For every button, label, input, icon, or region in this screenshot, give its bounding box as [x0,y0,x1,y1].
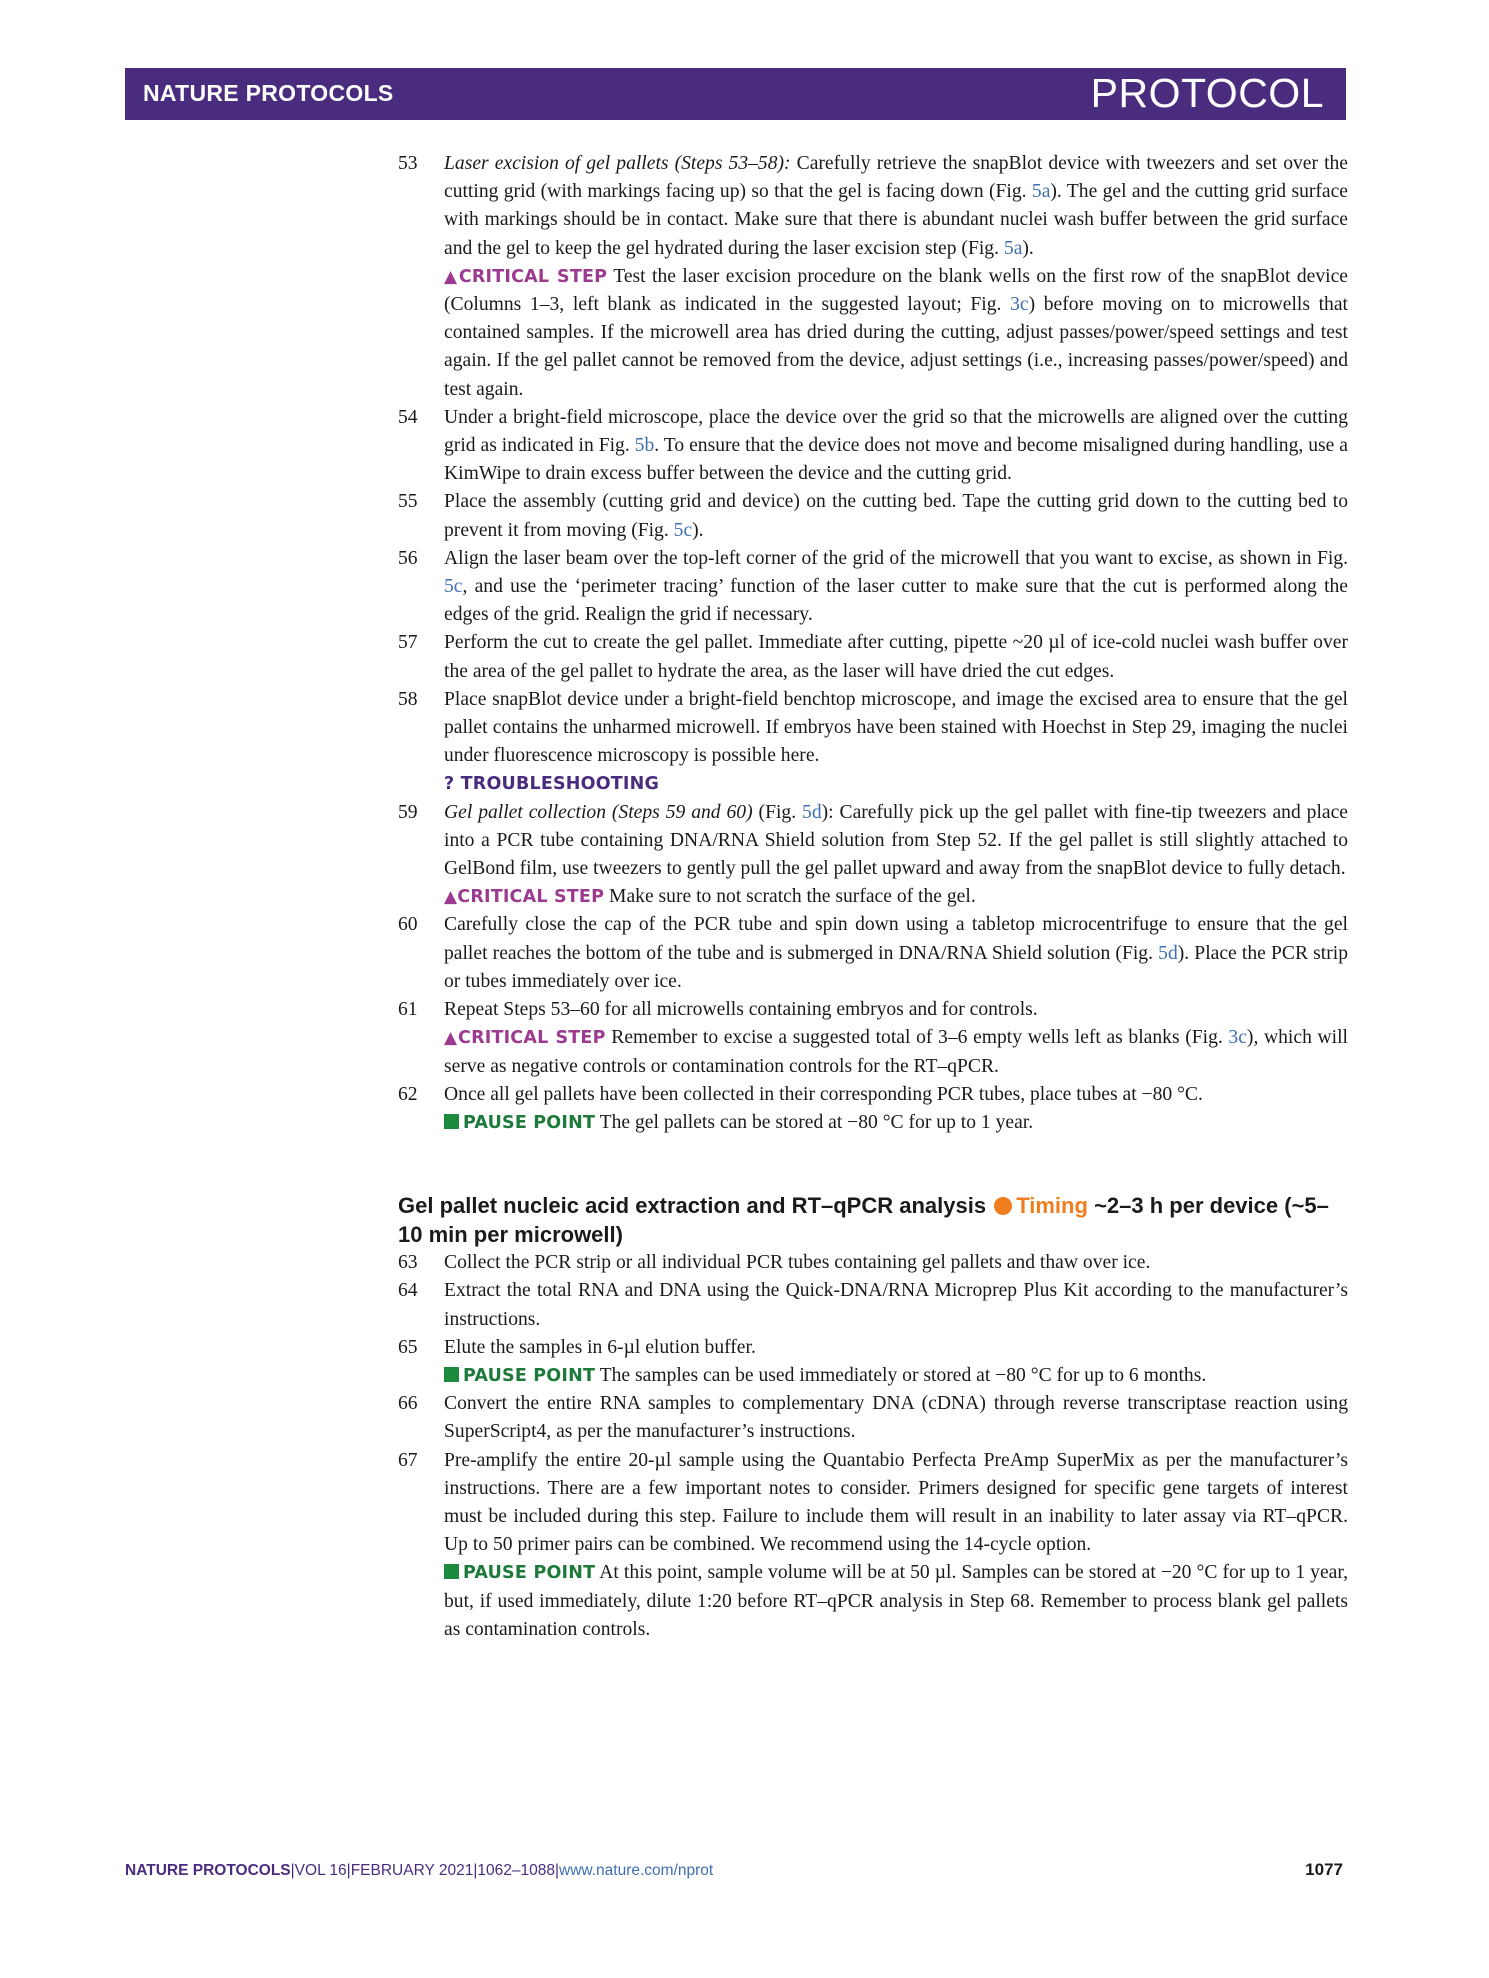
figure-link[interactable]: 5b [634,435,655,457]
figure-link[interactable]: 5c [673,519,693,541]
footer-date: FEBRUARY 2021 [350,1862,474,1879]
pause-point-note: PAUSE POINT The samples can be used immediately or stored at −80 °C for up to 6 months. [398,1362,1348,1390]
step-number: 65 [398,1336,418,1358]
timing-value: ~2–3 h per device (~5–10 min per microwell) [398,1193,1329,1248]
footer-volume: VOL 16 [294,1862,347,1879]
step-number: 62 [398,1083,418,1105]
step-64: 64 Extract the total RNA and DNA using the Quick-DNA/RNA Microprep Plus Kit according to the manufacturer’s instructions. [398,1277,1348,1333]
step-number: 55 [398,491,418,513]
warning-triangle-icon: ▲ [444,266,459,287]
critical-step-label: ▲CRITICAL STEP [444,887,605,908]
step-59: 59 Gel pallet collection (Steps 59 and 60) (Fig. 5d): Carefully pick up the gel pallet with fine-tip tweezers and place into a PCR tube containing DNA/RNA Shield solution from Step 52. If the gel pallet is still slightly attached to GelBond film, use tweezers to gently pull the gel pallet upward and away from the snapBlot device to fully detach. [398,799,1348,884]
pause-point-label: PAUSE POINT [444,1366,595,1386]
step-number: 64 [398,1280,418,1302]
timing-label: Timing [1016,1193,1088,1219]
pause-point-label: PAUSE POINT [444,1113,595,1133]
critical-step-note: ▲CRITICAL STEP Make sure to not scratch the surface of the gel. [444,886,976,908]
step-number: 53 [398,153,418,174]
step-61: 61 Repeat Steps 53–60 for all microwells containing embryos and for controls. [398,996,1348,1024]
pause-square-icon [444,1367,459,1382]
step-60: 60 Carefully close the cap of the PCR tube and spin down using a tabletop microcentrifuge to ensure that the gel pallet reaches the bottom of the tube and is submerged in DNA/RNA Shield solution (Fig. 5d). Place the PCR strip or tubes immediately over ice. [398,911,1348,996]
step-57: 57 Perform the cut to create the gel pallet. Immediate after cutting, pipette ~20 µl of ice-cold nuclei wash buffer over the area of the gel pallet to hydrate the area, as the laser will have dried the cut edges. [398,629,1348,685]
figure-link[interactable]: 5c [444,576,463,598]
section-heading: Gel pallet nucleic acid extraction and RT–qPCR analysis Timing ~2–3 h per device (~5–10 min per microwell) [398,1193,1329,1248]
step-number: 67 [398,1449,418,1471]
step-number: 61 [398,999,418,1021]
step-54: 54 Under a bright-field microscope, place the device over the grid so that the microwells are aligned over the cutting grid as indicated in Fig. 5b. To ensure that the device does not move and become misaligned during handling, use a KimWipe to drain excess buffer between the device and the cutting grid. [398,404,1348,489]
troubleshooting-note [398,770,1348,798]
warning-triangle-icon: ▲ [444,1028,459,1049]
pause-square-icon [444,1564,459,1579]
step-number: 60 [398,914,418,936]
journal-title: NATURE PROTOCOLS [143,80,394,106]
main-content [398,150,1348,1644]
warning-triangle-icon: ▲ [444,887,458,908]
pause-point-label: PAUSE POINT [444,1563,595,1583]
step-56: 56 Align the laser beam over the top-left corner of the grid of the microwell that you want to excise, as shown in Fig. 5c, and use the ‘perimeter tracing’ function of the laser cutter to make sure that the cut is performed along the edges of the grid. Realign the grid if necessary. [398,545,1348,630]
step-number: 54 [398,406,418,428]
critical-step-note: ▲CRITICAL STEP Test the laser excision procedure on the blank wells on the first row of the snapBlot device (Columns 1–3, left blank as indicated in the suggested layout; Fig. 3c) before moving on to microwells that contained samples. If the microwell area has dried during the cutting, adjust passes/power/speed settings and test again. If the gel pallet cannot be removed from the device, adjust settings (i.e., increasing passes/power/speed) and test again. [444,265,1348,400]
figure-link[interactable]: 3c [1228,1027,1247,1049]
page-number: 1077 [1305,1860,1343,1879]
troubleshooting-link[interactable]: ? TROUBLESHOOTING [444,774,660,795]
step-heading: Laser excision of gel pallets (Steps 53–58): [444,153,791,174]
article-type: PROTOCOL [1090,70,1324,116]
step-55: 55 Place the assembly (cutting grid and device) on the cutting bed. Tape the cutting grid down to the cutting bed to prevent it from moving (Fig. 5c). [398,488,1348,544]
step-number: 59 [398,801,418,823]
step-63: 63 Collect the PCR strip or all individual PCR tubes containing gel pallets and thaw over ice. [398,1249,1348,1277]
footer-journal: NATURE PROTOCOLS [125,1862,291,1879]
step-58: 58 Place snapBlot device under a bright-field benchtop microscope, and image the excised area to ensure that the gel pallet contains the unharmed microwell. If embryos have been stained with Hoechst in Step 29, imaging the nuclei under fluorescence microscopy is possible here. [398,686,1348,771]
step-number: 63 [398,1252,418,1274]
pause-point-note: PAUSE POINT At this point, sample volume will be at 50 µl. Samples can be stored at −20 °C for up to 1 year, but, if used immediately, dilute 1:20 before RT–qPCR analysis in Step 68. Remember to process blank gel pallets as contamination controls. [444,1562,1348,1640]
step-66: 66 Convert the entire RNA samples to complementary DNA (cDNA) through reverse transcriptase reaction using SuperScript4, as per the manufacturer’s instructions. [398,1390,1348,1446]
step-67: 67 Pre-amplify the entire 20-µl sample using the Quantabio Perfecta PreAmp SuperMix as per the manufacturer’s instructions. There are a few important notes to consider. Primers designed for specific gene targets of interest must be included during this step. Failure to include them will result in an inability to later assay via RT–qPCR. Up to 50 primer pairs can be combined. We recommend using the 14-cycle option. [398,1447,1348,1560]
footer-pages: 1062–1088 [477,1862,555,1879]
figure-link[interactable]: 5d [1158,942,1178,964]
step-number: 58 [398,688,418,710]
step-53: 53 Laser excision of gel pallets (Steps 53–58): Carefully retrieve the snapBlot device with tweezers and set over the cutting grid (with markings facing up) so that the gel is facing down (Fig. 5a). The gel and the cutting grid surface with markings should be in contact. Make sure that there is abundant nuclei wash buffer between the grid surface and the gel to keep the gel hydrated during the laser excision step (Fig. 5a). [398,150,1348,263]
step-number: 56 [398,547,418,569]
step-number: 66 [398,1393,418,1415]
pause-square-icon [444,1114,459,1129]
figure-link[interactable]: 5a [1003,237,1023,259]
timing-dot-icon [994,1197,1012,1215]
step-heading: Gel pallet collection (Steps 59 and 60) [444,801,753,823]
critical-step-label: ▲CRITICAL STEP [444,1028,606,1049]
figure-link[interactable]: 5d [802,801,822,823]
footer: NATURE PROTOCOLS|VOL 16|FEBRUARY 2021|1062–1088|www.nature.com/nprot [125,1862,714,1879]
step-65: 65 Elute the samples in 6-µl elution buffer. [398,1334,1348,1362]
step-number: 57 [398,632,418,654]
figure-link[interactable]: 5a [1031,181,1051,203]
critical-step-note: ▲CRITICAL STEP Remember to excise a suggested total of 3–6 empty wells left as blanks (Fig. 3c), which will serve as negative controls or contamination controls for the RT–qPCR. [444,1027,1348,1077]
critical-step-label: ▲CRITICAL STEP [444,266,608,287]
figure-link[interactable]: 3c [1010,294,1029,316]
footer-url-link[interactable]: www.nature.com/nprot [559,1862,714,1879]
step-62: 62 Once all gel pallets have been collected in their corresponding PCR tubes, place tubes at −80 °C. [398,1081,1348,1109]
pause-point-note: PAUSE POINT The gel pallets can be stored at −80 °C for up to 1 year. [398,1109,1348,1137]
